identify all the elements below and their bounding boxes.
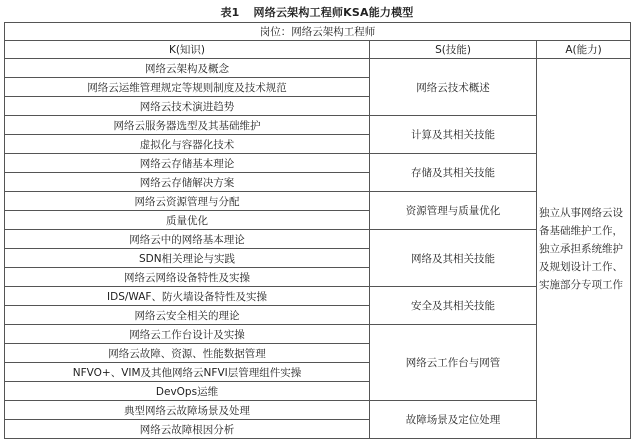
header-skill: S(技能) (370, 41, 537, 59)
knowledge-cell: SDN相关理论与实践 (5, 249, 370, 268)
knowledge-cell: 网络云故障、资源、性能数据管理 (5, 344, 370, 363)
knowledge-cell: 虚拟化与容器化技术 (5, 135, 370, 154)
skill-cell: 资源管理与质量优化 (370, 192, 537, 230)
knowledge-cell: IDS/WAF、防火墙设备特性及实操 (5, 287, 370, 306)
knowledge-cell: 网络云安全相关的理论 (5, 306, 370, 325)
knowledge-cell: DevOps运维 (5, 382, 370, 401)
skill-cell: 网络及其相关技能 (370, 230, 537, 287)
knowledge-cell: 网络云服务器选型及其基础维护 (5, 116, 370, 135)
knowledge-cell: 质量优化 (5, 211, 370, 230)
knowledge-cell: 网络云故障根因分析 (5, 420, 370, 439)
header-knowledge: K(知识) (5, 41, 370, 59)
skill-cell: 安全及其相关技能 (370, 287, 537, 325)
skill-cell: 计算及其相关技能 (370, 116, 537, 154)
knowledge-cell: 网络云存储基本理论 (5, 154, 370, 173)
knowledge-cell: 网络云工作台设计及实操 (5, 325, 370, 344)
skill-cell: 存储及其相关技能 (370, 154, 537, 192)
knowledge-cell: 网络云架构及概念 (5, 59, 370, 78)
knowledge-cell: 网络云运维管理规定等规则制度及技术规范 (5, 78, 370, 97)
ability-cell (537, 59, 631, 439)
ksa-table (4, 22, 631, 439)
ability-line: 独立从事网络云设 (539, 206, 623, 219)
knowledge-cell: 网络云存储解决方案 (5, 173, 370, 192)
knowledge-cell: 网络云技术演进趋势 (5, 97, 370, 116)
ability-line: 独立承担系统维护 (539, 242, 623, 255)
skill-cell: 故障场景及定位处理 (370, 401, 537, 439)
ability-line: 备基础维护工作， (539, 224, 623, 237)
table-caption (0, 4, 634, 20)
ability-line: 及规划设计工作、 (539, 260, 623, 273)
skill-cell: 网络云工作台与网管 (370, 325, 537, 401)
table-number: 表1 (220, 6, 240, 19)
knowledge-cell: 网络云中的网络基本理论 (5, 230, 370, 249)
knowledge-cell: NFVO+、VIM及其他网络云NFVI层管理组件实操 (5, 363, 370, 382)
post-header: 岗位：网络云架构工程师 (5, 23, 631, 41)
skill-cell: 网络云技术概述 (370, 59, 537, 116)
table-title: 网络云架构工程师KSA能力模型 (253, 6, 414, 19)
knowledge-cell: 典型网络云故障场景及处理 (5, 401, 370, 420)
knowledge-cell: 网络云资源管理与分配 (5, 192, 370, 211)
ability-line: 实施部分专项工作 (539, 278, 623, 291)
header-ability: A(能力) (537, 41, 631, 59)
knowledge-cell: 网络云网络设备特性及实操 (5, 268, 370, 287)
